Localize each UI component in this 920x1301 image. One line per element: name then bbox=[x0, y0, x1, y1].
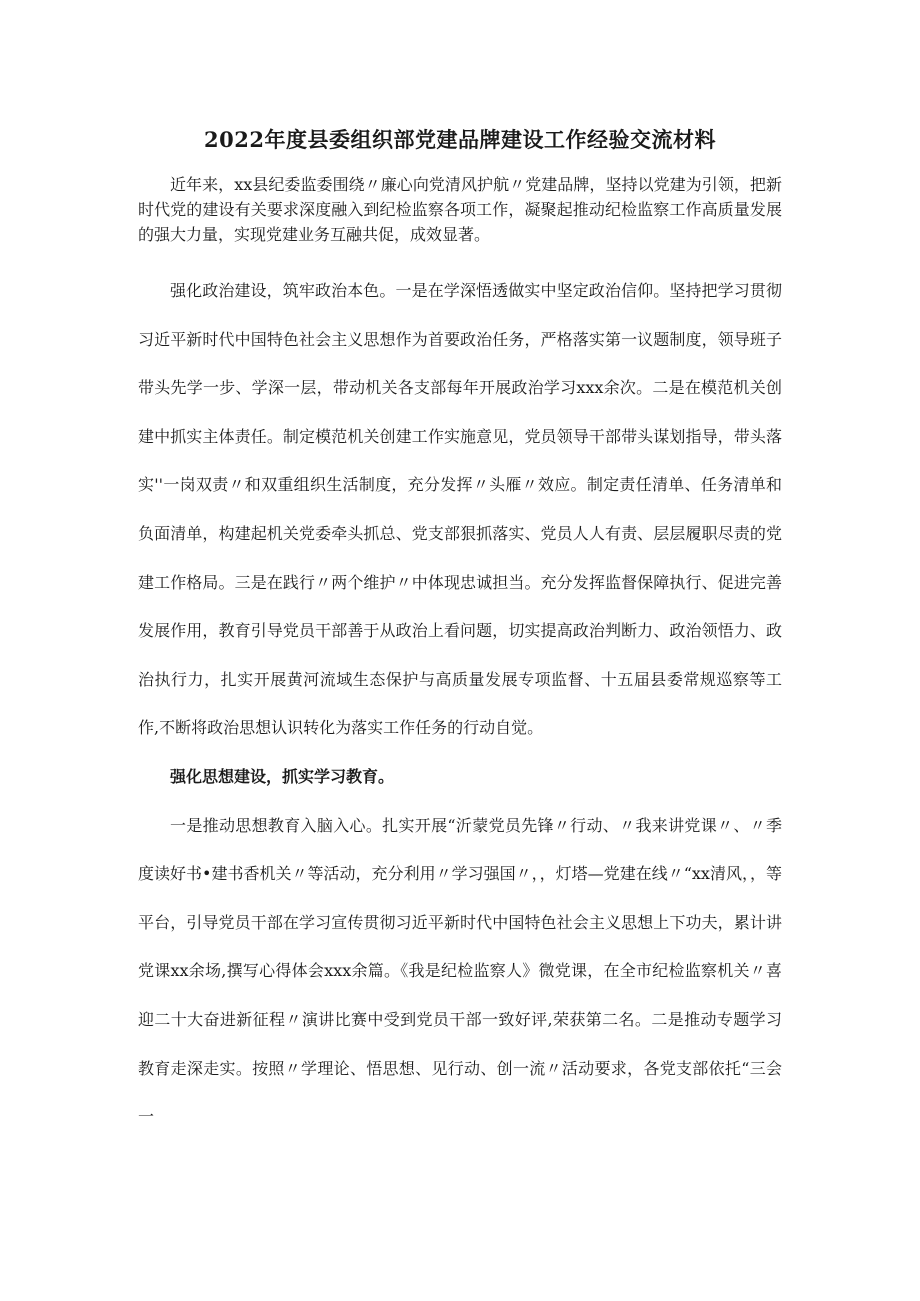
intro-paragraph: 近年来，xx县纪委监委围绕〃廉心向党清风护航〃党建品牌，坚持以党建为引领，把新时代党的建设有关要求深度融入到纪检监察各项工作，凝聚起推动纪检监察工作高质量发展的强大力量，实现党建业务互融共促，成效显著。 bbox=[138, 175, 782, 244]
thought-construction-paragraph: 一是推动思想教育入脑入心。扎实开展“沂蒙党员先锋〃行动、〃我来讲党课〃、〃季度读好书•建书香机关〃等活动，充分利用〃学习强国〃，，灯塔—党建在线〃“xx清风，，等平台，引导党员干部在学习宣传贯彻习近平新时代中国特色社会主义思想上下功夫，累计讲党课xx余场,撰写心得体会xxx余篇。《我是纪检监察人》微党课，在全市纪检监察机关〃喜迎二十大奋进新征程〃演讲比赛中受到党员干部一致好评,荣获第二名。二是推动专题学习教育走深走实。按照〃学理论、悟思想、见行动、创一流〃活动要求，各党支部依托“三会一 bbox=[138, 815, 782, 1127]
document-title: 2022年度县委组织部党建品牌建设工作经验交流材料 bbox=[204, 127, 716, 152]
political-construction-paragraph: 强化政治建设，筑牢政治本色。一是在学深悟透做实中坚定政治信仰。坚持把学习贯彻习近平新时代中国特色社会主义思想作为首要政治任务，严格落实第一议题制度，领导班子带头先学一步、学深一层，带动机关各支部每年开展政治学习xxx余次。二是在模范机关创建中抓实主体责任。制定模范机关创建工作实施意见，党员领导干部带头谋划指导，带头落实''一岗双责〃和双重组织生活制度，充分发挥〃头雁〃效应。制定责任清单、任务清单和负面清单，构建起机关党委牵头抓总、党支部狠抓落实、党员人人有责、层层履职尽责的党建工作格局。三是在践行〃两个维护〃中体现忠诚担当。充分发挥监督保障执行、促进完善发展作用，教育引导党员干部善于从政治上看问题，切实提高政治判断力、政治领悟力、政治执行力，扎实开展黄河流域生态保护与高质量发展专项监督、十五届县委常规巡察等工作,不断将政治思想认识转化为落实工作任务的行动自觉。 bbox=[138, 281, 782, 738]
document-body bbox=[138, 172, 782, 1142]
thought-construction-heading: 强化思想建设，抓实学习教育。 bbox=[170, 766, 395, 786]
